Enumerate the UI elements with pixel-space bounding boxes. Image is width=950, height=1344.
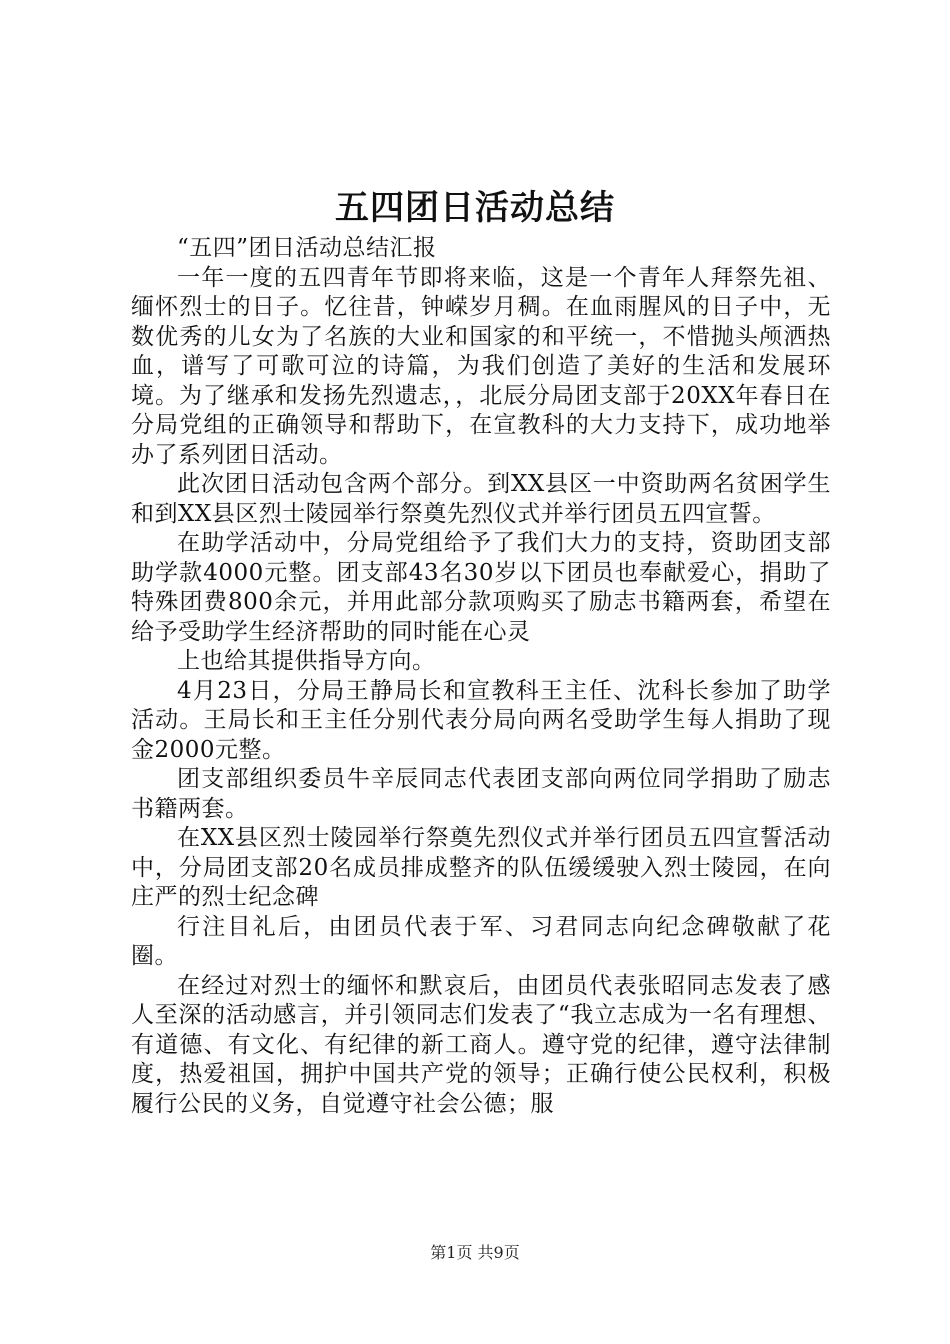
document-title: 五四团日活动总结 [335, 188, 615, 228]
paragraph: 团支部组织委员牛辛辰同志代表团支部向两位同学捐助了励志书籍两套。 [131, 766, 831, 822]
paragraph: 在助学活动中，分局党组给予了我们大力的支持，资助团支部助学款4000元整。团支部43名30岁以下团员也奉献爱心，捐助了特殊团费800余元，并用此部分款项购买了励志书籍两套，希望在给予受助学生经济帮助的同时能在心灵 [131, 530, 831, 645]
paragraph: 行注目礼后，由团员代表于军、习君同志向纪念碑敬献了花圈。 [131, 913, 831, 969]
paragraph: 一年一度的五四青年节即将来临，这是一个青年人拜祭先祖、缅怀烈士的日子。忆往昔，钟嵘岁月稠。在血雨腥风的日子中，无数优秀的儿女为了名族的大业和国家的和平统一，不惜抛头颅洒热血，谱写了可歌可泣的诗篇，为我们创造了美好的生活和发展环境。为了继承和发扬先烈遗志，，北辰分局团支部于20XX年春日在分局党组的正确领导和帮助下，在宣教科的大力支持下，成功地举办了系列团日活动。 [131, 264, 831, 468]
paragraph: 4月23日，分局王静局长和宣教科王主任、沈科长参加了助学活动。王局长和王主任分别代表分局向两名受助学生每人捐助了现金2000元整。 [131, 677, 831, 763]
paragraph: 在经过对烈士的缅怀和默哀后，由团员代表张昭同志发表了感人至深的活动感言，并引领同志们发表了“我立志成为一名有理想、有道德、有文化、有纪律的新工商人。遵守党的纪律，遵守法律制度，热爱祖国，拥护中国共产党的领导；正确行使公民权利，积极履行公民的义务，自觉遵守社会公德；服 [131, 972, 831, 1117]
paragraph: 在XX县区烈士陵园举行祭奠先烈仪式并举行团员五四宣誓活动中，分局团支部20名成员排成整齐的队伍缓缓驶入烈士陵园，在向庄严的烈士纪念碑 [131, 825, 831, 910]
paragraph: 上也给其提供指导方向。 [177, 648, 436, 674]
page-footer: 第1页 共9页 [430, 1243, 520, 1262]
paragraph-subtitle: “五四”团日活动总结汇报 [177, 235, 437, 261]
paragraph: 此次团日活动包含两个部分。到XX县区一中资助两名贫困学生和到XX县区烈士陵园举行祭奠先烈仪式并举行团员五四宣誓。 [131, 471, 831, 527]
document-body [131, 234, 831, 1119]
